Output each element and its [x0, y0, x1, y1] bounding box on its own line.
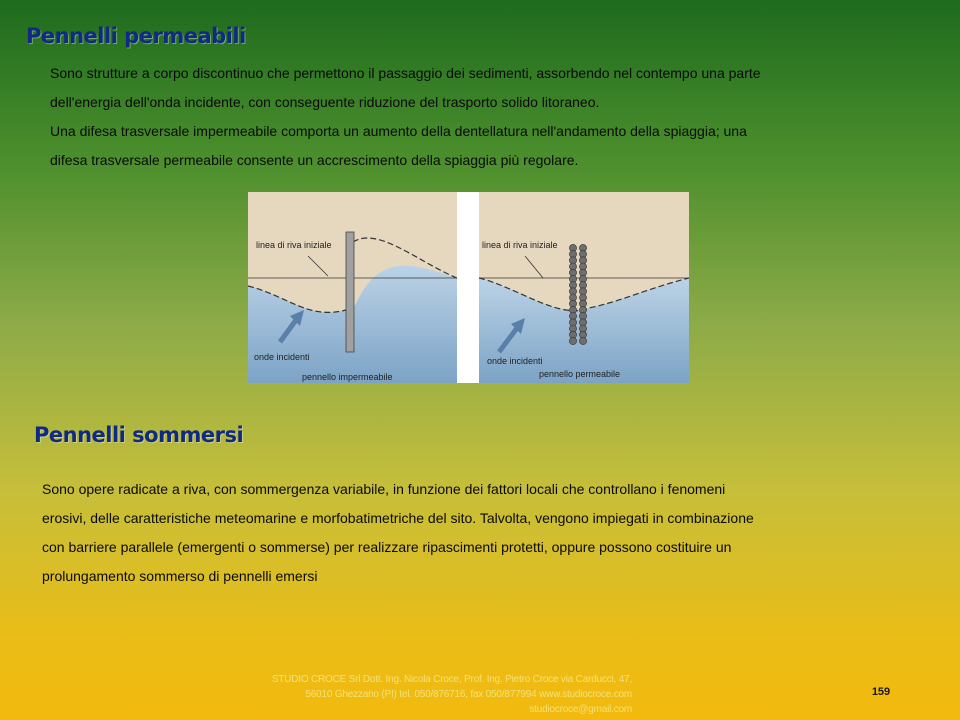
impermeable-groyne: [346, 232, 354, 352]
paragraph-line: dell'energia dell'onda incidente, con conseguente riduzione del trasporto solido litoraneo.: [50, 94, 600, 110]
paragraph-submerged: [42, 475, 902, 591]
waves-label: onde incidenti: [254, 352, 310, 362]
shoreline-label: linea di riva iniziale: [256, 240, 332, 250]
waves-label: onde incidenti: [487, 356, 543, 366]
paragraph-line: Sono strutture a corpo discontinuo che permettono il passaggio dei sedimenti, assorbendo nel contempo una parte: [50, 65, 761, 81]
panel-caption: pennello permeabile: [539, 369, 621, 379]
paragraph-line: Sono opere radicate a riva, con sommergenza variabile, in funzione dei fattori locali che controllano i fenomeni: [42, 481, 726, 497]
paragraph-line: con barriere parallele (emergenti o sommerse) per realizzare ripascimenti protetti, oppure possono costituire un: [42, 539, 732, 555]
shoreline-label: linea di riva iniziale: [482, 240, 558, 250]
impermeable-groyne-panel: [248, 192, 457, 383]
section-title-submerged: Pennelli sommersi: [34, 423, 244, 447]
footer-line: 56010 Ghezzano (PI) tel. 050/876716, fax 050/877994 www.studiocroce.com: [305, 689, 632, 700]
panel-caption: pennello impermeabile: [302, 372, 393, 382]
permeable-groyne-diagram: [479, 192, 689, 383]
paragraph-line: Una difesa trasversale impermeabile comporta un aumento della dentellatura nell'andamento della spiaggia; una: [50, 123, 747, 139]
groyne-stone: [579, 337, 586, 344]
groyne-comparison-figure: [248, 192, 689, 383]
groyne-stone: [569, 337, 576, 344]
paragraph-permeable: [50, 59, 900, 175]
footer-company-info: [120, 672, 632, 717]
footer-line: STUDIO CROCE Srl Dott. Ing. Nicola Croce, Prof. Ing. Pietro Croce via Carducci, 47,: [271, 674, 632, 685]
footer-line: studiocroce@gmail.com: [529, 704, 632, 715]
paragraph-line: prolungamento sommerso di pennelli emersi: [42, 568, 318, 584]
section-title-permeable: Pennelli permeabili: [26, 24, 246, 48]
paragraph-line: difesa trasversale permeabile consente un accrescimento della spiaggia più regolare.: [50, 152, 579, 168]
permeable-groyne-panel: [479, 192, 688, 383]
page-number: 159: [871, 686, 891, 698]
paragraph-line: erosivi, delle caratteristiche meteomarine e morfobatimetriche del sito. Talvolta, vengono impiegati in combinazione: [42, 510, 754, 526]
